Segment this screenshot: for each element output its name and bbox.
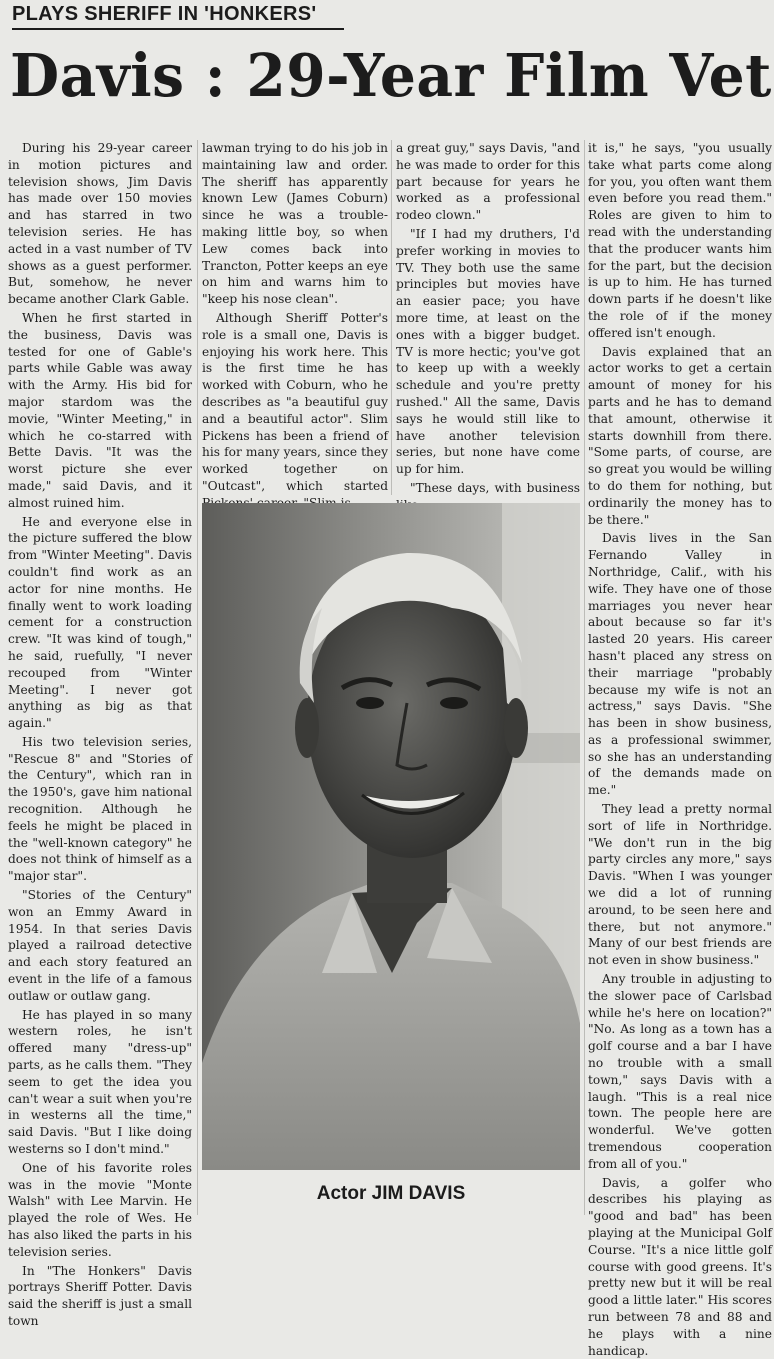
paragraph: One of his favorite roles was in the movie "Monte Walsh" with Lee Marvin. He played the role of Wes. He has also liked the parts in his television series. (8, 1160, 192, 1259)
paragraph: They lead a pretty normal sort of life in Northridge. "We don't run in the big party circles any more," says Davis. "When I was younger we did a lot of running around, to be seen here and there, but not anymore." Many of our best friends are not even in show business." (588, 802, 772, 968)
paragraph: He and everyone else in the picture suffered the blow from "Winter Meeting". Davis couldn't find work as an actor for nine months. He finally went to work loading cement for a construction crew. "It was kind of tough," he said, ruefully, "I never recouped from "Winter Meeting". I never got anything as big as that again." (8, 514, 192, 731)
article-column-2 (202, 140, 388, 495)
column-rule (391, 140, 392, 495)
paragraph: Although Sheriff Potter's role is a small one, Davis is enjoying his work here. This is the first time he has worked with Coburn, who he describes as "a beautiful guy and a beautiful actor". Slim Pickens has been a friend of his for many years, since they worked together on "Outcast", which started (202, 310, 388, 493)
paragraph: Davis lives in the San Fernando Valley in Northridge, Calif., with his wife. They have one of those marriages you never hear about because so far it's lasted 20 years. His career hasn't placed any stress on their marriage "probably because my wife is not an actress," says Davis. "She has been in show business, as a professional swimmer, so she has an understanding of the demands made on me." (588, 531, 772, 798)
paragraph: "These days, with business (410, 480, 580, 495)
paragraph: Davis, a golfer who describes his playing as "good and bad" has been playing at the Municipal Golf Course. "It's a nice little golf course with good greens. It's pretty new but it will be real good a little later." His scores run between 78 and 88 and he plays with a nine handicap. (588, 1175, 772, 1358)
paragraph: During his 29-year career in motion pictures and television shows, Jim Davis has made over 150 movies and has starred in two television series. He has acted in a vast number of TV shows as a guest performer. But, somehow, he never became another Clark Gable. (8, 141, 192, 307)
portrait-photo (202, 503, 580, 1170)
paragraph: "Stories of the Century" won an Emmy Award in 1954. In that series Davis played a railroad detective and each story featured an event in the life of a famous outlaw or outlaw gang. (8, 888, 192, 1003)
paragraph: When he first started in the business, Davis was tested for one of Gable's parts while Gable was away with the Army. His bid for major stardom was the movie, "Winter Meeting," in which he co-starred with Bette Davis. "It was the worst picture she ever made," said Davis, and it almost ruined him. (8, 310, 192, 510)
paragraph: Davis explained that an actor works to get a certain amount of money for his parts and he has to demand that amount, otherwise it starts downhill from there. "Some parts, of course, are so great you would be willing to do them for nothing, but ordinarily the money has to be there." (588, 344, 772, 527)
paragraph: Any trouble in adjusting to the slower pace of Carlsbad while he's here on location?" "No. As long as a town has a golf course and a bar I have no trouble with a small town," says Davis with a laugh. "This is a real nice town. The people here are wonderful. We've gotten tremendous cooperation from all of you." (588, 972, 772, 1171)
paragraph: lawman trying to do his job in maintaining law and order. The sheriff has apparently known Lew (James Coburn) since he was a trouble-making little boy, so when Lew comes back into Trancton, Potter keeps an eye on him and warns him to "keep his nose clean". (202, 141, 388, 307)
paragraph: He has played in so many western roles, he isn't offered many "dress-up" parts, as he calls them. "They seem to get the idea you can't wear a suit when you're in westerns all the time," said Davis. "But I like doing westerns so I don't mind." (8, 1007, 192, 1157)
kicker: PLAYS SHERIFF IN 'HONKERS' (12, 3, 344, 30)
column-rule (584, 140, 585, 1215)
headline: Davis : 29-Year Film Vet (10, 41, 772, 110)
article-column-1 (8, 140, 192, 1328)
portrait-illustration (202, 503, 580, 1170)
photo-caption: Actor JIM DAVIS (316, 1183, 466, 1204)
article-column-4 (588, 140, 772, 1358)
paragraph: "If I had my druthers, I'd prefer working in movies to TV. They both use the same principles but movies have an easier pace; you have more time, at least on the ones with a bigger budget. TV is more hectic; you've got to keep up with a weekly schedule and you're pretty rushed." All the same, Davis says he would still like to have another television series, but none have come up for him. (396, 226, 580, 477)
paragraph: a great guy," says Davis, "and he was made to order for this part because for years he worked as a professional rodeo clown." (396, 141, 580, 223)
paragraph: His two television series, "Rescue 8" and "Stories of the Century", which ran in the 1950's, gave him national recognition. Although he feels he might be placed in the "well-known category" he does not think of himself as a "major star". (8, 734, 192, 884)
article-column-3 (396, 140, 580, 495)
paragraph: it is," he says, "you usually take what parts come along for you, you often want them even before you read them." Roles are given to him to read with the understanding that the producer wants him for the part, but the decision is up to him. He has turned down parts if he doesn't like the role of if the money offered isn't enough. (588, 141, 772, 340)
paragraph: In "The Honkers" Davis portrays Sheriff Potter. Davis said the sheriff is just a small town (8, 1263, 192, 1328)
column-rule (197, 140, 198, 1215)
